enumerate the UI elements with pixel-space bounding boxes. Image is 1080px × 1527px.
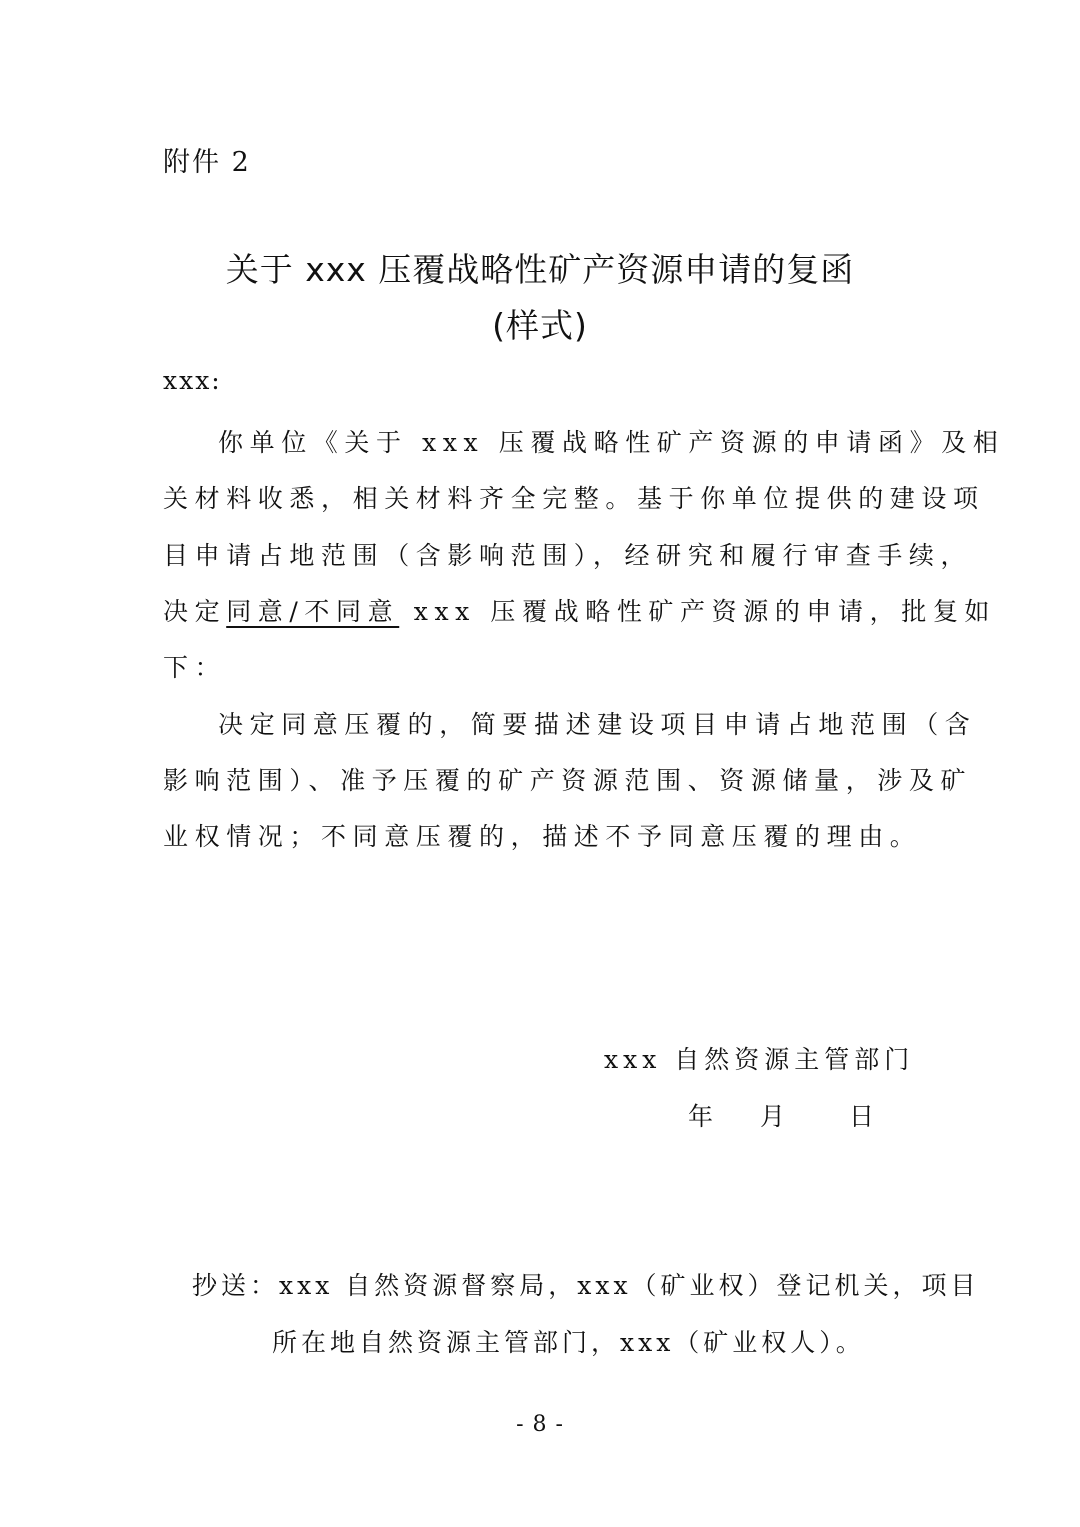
paragraph-line: 你单位《关于 xxx 压覆战略性矿产资源的申请函》及相 bbox=[218, 428, 1005, 457]
decision-prefix: 决定 bbox=[163, 597, 227, 626]
paragraph-line: 影响范围）、准予压覆的矿产资源范围、资源储量，涉及矿 bbox=[163, 766, 973, 795]
paragraph-line: 决定同意压覆的，简要描述建设项目申请占地范围（含 bbox=[218, 710, 977, 739]
paragraph-line bbox=[163, 592, 996, 628]
paragraph-line: 业权情况；不同意压覆的，描述不予同意压覆的理由。 bbox=[163, 822, 922, 851]
cc-line: 所在地自然资源主管部门，xxx（矿业权人）。 bbox=[272, 1328, 865, 1357]
document-subtitle: (样式) bbox=[492, 306, 588, 345]
date-month-label: 月 bbox=[760, 1102, 786, 1131]
cc-line: 抄送：xxx 自然资源督察局，xxx（矿业权）登记机关，项目 bbox=[192, 1271, 980, 1300]
date-year-label: 年 bbox=[688, 1102, 714, 1131]
paragraph-line: 目申请占地范围（含影响范围），经研究和履行审查手续， bbox=[163, 541, 973, 570]
document-title: 关于 xxx 压覆战略性矿产资源申请的复函 bbox=[225, 250, 855, 289]
date-day-label: 日 bbox=[849, 1102, 875, 1131]
decision-choice: 同意/不同意 bbox=[226, 597, 400, 626]
attachment-label: 附件 2 bbox=[163, 147, 251, 178]
decision-suffix: xxx 压覆战略性矿产资源的申请，批复如 bbox=[399, 597, 997, 626]
salutation: xxx: bbox=[163, 366, 222, 395]
paragraph-line: 下： bbox=[163, 653, 227, 682]
paragraph-line: 关材料收悉，相关材料齐全完整。基于你单位提供的建设项 bbox=[163, 484, 985, 513]
signing-organization: xxx 自然资源主管部门 bbox=[604, 1045, 915, 1074]
page-number: - 8 - bbox=[516, 1412, 564, 1437]
